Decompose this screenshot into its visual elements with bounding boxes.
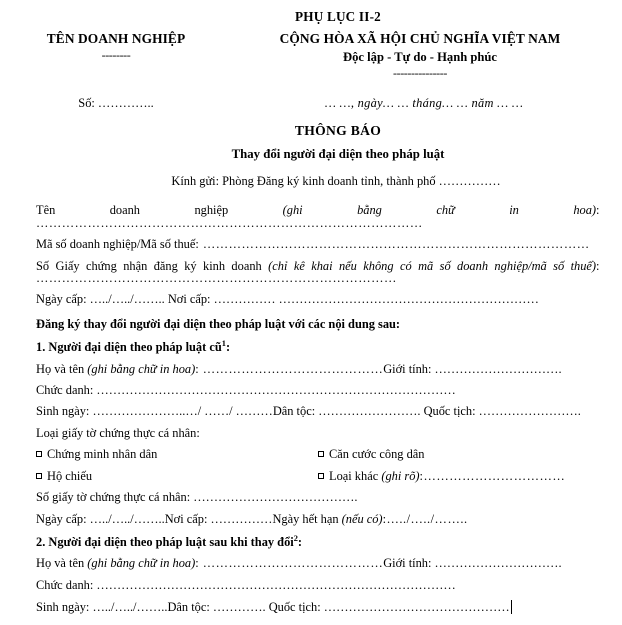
section-2-heading xyxy=(36,533,600,549)
s1-checkbox-passport[interactable] xyxy=(36,470,318,482)
header-left-rule: -------- xyxy=(101,47,131,62)
checkbox-empty-icon[interactable] xyxy=(318,451,324,457)
s2-field-ethnicity: Dân tộc: …………. xyxy=(167,600,266,615)
field-enterprise-name-hint: (ghi bằng chữ in hoa) xyxy=(282,203,597,218)
s1-checkbox-other-label: Loại khác xyxy=(329,468,379,483)
text-cursor-caret xyxy=(511,600,512,614)
field-enterprise-name-label: Tên doanh nghiệp xyxy=(36,203,229,218)
document-title: THÔNG BÁO xyxy=(294,122,382,138)
s2-field-gender[interactable]: Giới tính: …………………………. xyxy=(383,556,562,571)
section-1-heading-text: 1. Người đại diện theo pháp luật cũ xyxy=(36,340,222,355)
enterprise-name-heading: TÊN DOANH NGHIỆP xyxy=(46,31,186,47)
s1-field-id-number-label: Số giấy tờ chứng thực cá nhân: …………………………………. xyxy=(36,490,358,505)
s1-id-type-label xyxy=(36,427,600,439)
s1-field-birthdate: Sinh ngày: …………………..…/ ……/ ……… xyxy=(36,404,273,419)
s2-field-title-label: Chức danh: …………………………………………………………………………… xyxy=(36,577,456,592)
s2-field-fullname-label: Họ và tên xyxy=(36,556,85,571)
s1-id-type-label-text: Loại giấy tờ chứng thực cá nhân: xyxy=(36,425,200,440)
section-2-footnote-marker: 2 xyxy=(293,533,298,543)
section-1-heading-colon: : xyxy=(225,340,231,355)
number-date-row xyxy=(0,97,622,109)
s1-checkbox-other-hint: (ghi rõ) xyxy=(381,468,420,483)
s1-checkbox-cccd[interactable] xyxy=(318,448,600,460)
national-motto: Độc lập - Tự do - Hạnh phúc xyxy=(343,49,497,64)
s1-field-id-expiry-label: Ngày hết hạn xyxy=(272,511,339,526)
s1-field-fullname-hint: (ghi bằng chữ in hoa) xyxy=(87,361,196,376)
s1-checkbox-passport-label: Hộ chiếu xyxy=(47,468,93,483)
s1-field-title[interactable] xyxy=(36,384,600,396)
s1-field-gender[interactable]: Giới tính: …………………………. xyxy=(383,361,562,376)
section-2-heading-colon: : xyxy=(297,534,303,549)
field-enterprise-name-dots: : ……………………………………………………………………………… xyxy=(36,203,600,230)
s1-field-title-label: Chức danh: …………………………………………………………………………… xyxy=(36,383,456,398)
s1-checkbox-cccd-label: Căn cước công dân xyxy=(329,447,425,462)
field-business-certificate[interactable] xyxy=(36,260,600,285)
s1-field-fullname-label: Họ và tên xyxy=(36,361,85,376)
s2-field-birth-row[interactable] xyxy=(36,600,600,614)
section-2-heading-text: 2. Người đại diện theo pháp luật sau khi thay đổi xyxy=(36,534,294,549)
section-1-heading xyxy=(36,341,600,353)
s1-checkbox-other-dots: :…………………………… xyxy=(419,468,566,483)
recipient-line[interactable]: Kính gửi: Phòng Đăng ký kinh doanh tỉnh, thành phố …………… xyxy=(171,174,501,188)
field-enterprise-code-dots: : ……………………………………………………………………………… xyxy=(195,237,590,252)
s1-field-nationality: Quốc tịch: ……………………. xyxy=(423,404,581,419)
s1-field-id-issue-place: Nơi cấp: …………… xyxy=(164,511,273,526)
s1-field-ethnicity: Dân tộc: ……………………. xyxy=(272,404,421,419)
s1-field-id-number[interactable] xyxy=(36,491,600,503)
registration-intro: Đăng ký thay đổi người đại diện theo pháp luật với các nội dung sau: xyxy=(36,316,401,331)
field-business-certificate-hint: (chỉ kê khai nếu không có mã số doanh nghiệp/mã số thuế) xyxy=(268,258,597,273)
document-date-field[interactable]: … …, ngày… … tháng… … năm … … xyxy=(324,96,524,111)
s1-field-birth-row[interactable] xyxy=(36,405,600,417)
document-body xyxy=(0,204,622,614)
s2-field-fullname-hint: (ghi bằng chữ in hoa) xyxy=(87,556,196,571)
s1-field-fullname-dots: : …………………………………… xyxy=(195,361,384,376)
checkbox-empty-icon[interactable] xyxy=(36,451,42,457)
s2-field-nationality: Quốc tịch: ……………………………………… xyxy=(268,600,510,615)
s2-field-title[interactable] xyxy=(36,579,600,591)
s1-field-id-expiry-dots: :…../…../…….. xyxy=(382,511,468,526)
field-enterprise-name[interactable] xyxy=(36,204,600,229)
s1-field-fullname[interactable] xyxy=(36,363,600,375)
field-enterprise-code-label: Mã số doanh nghiệp/Mã số thuế xyxy=(36,237,196,252)
section-1-footnote-marker: 1 xyxy=(221,339,226,349)
s1-field-id-issue-row[interactable] xyxy=(36,513,600,525)
document-subtitle: Thay đổi người đại diện theo pháp luật xyxy=(231,147,445,162)
s1-field-id-issue-date: Ngày cấp: …../…../…….. xyxy=(36,511,165,526)
checkbox-empty-icon[interactable] xyxy=(36,473,42,479)
field-certificate-issue-place: Nơi cấp: …………… ……………………………………………………… xyxy=(167,292,539,307)
s1-id-type-row-1 xyxy=(36,448,600,460)
s1-checkbox-cmnd[interactable] xyxy=(36,448,318,460)
field-certificate-issue-date: Ngày cấp: …../…../…….. xyxy=(36,292,168,307)
national-title: CỘNG HÒA XÃ HỘI CHỦ NGHĨA VIỆT NAM xyxy=(279,31,561,47)
s2-field-fullname[interactable] xyxy=(36,557,600,569)
field-business-certificate-dots: : ………………………………………………………………………… xyxy=(36,258,600,286)
header-right-block xyxy=(232,32,622,79)
checkbox-empty-icon[interactable] xyxy=(318,473,324,479)
document-header xyxy=(0,32,622,79)
s1-checkbox-other[interactable] xyxy=(318,470,600,482)
s1-id-type-row-2 xyxy=(36,470,600,482)
header-left-block xyxy=(0,32,232,60)
s1-field-id-expiry-hint: (nếu có) xyxy=(341,511,383,526)
field-enterprise-code[interactable] xyxy=(36,238,600,250)
field-certificate-issue[interactable] xyxy=(36,293,600,305)
appendix-title: PHỤ LỤC II-2 xyxy=(295,9,381,24)
s1-checkbox-cmnd-label: Chứng minh nhân dân xyxy=(47,447,158,462)
s2-field-fullname-dots: : …………………………………… xyxy=(195,556,384,571)
s2-field-birthdate: Sinh ngày: …../…../…….. xyxy=(36,600,168,615)
document-number-field[interactable]: Số: ………….. xyxy=(78,96,154,111)
field-business-certificate-label: Số Giấy chứng nhận đăng ký kinh doanh xyxy=(36,258,262,273)
header-right-rule: --------------- xyxy=(393,66,447,81)
